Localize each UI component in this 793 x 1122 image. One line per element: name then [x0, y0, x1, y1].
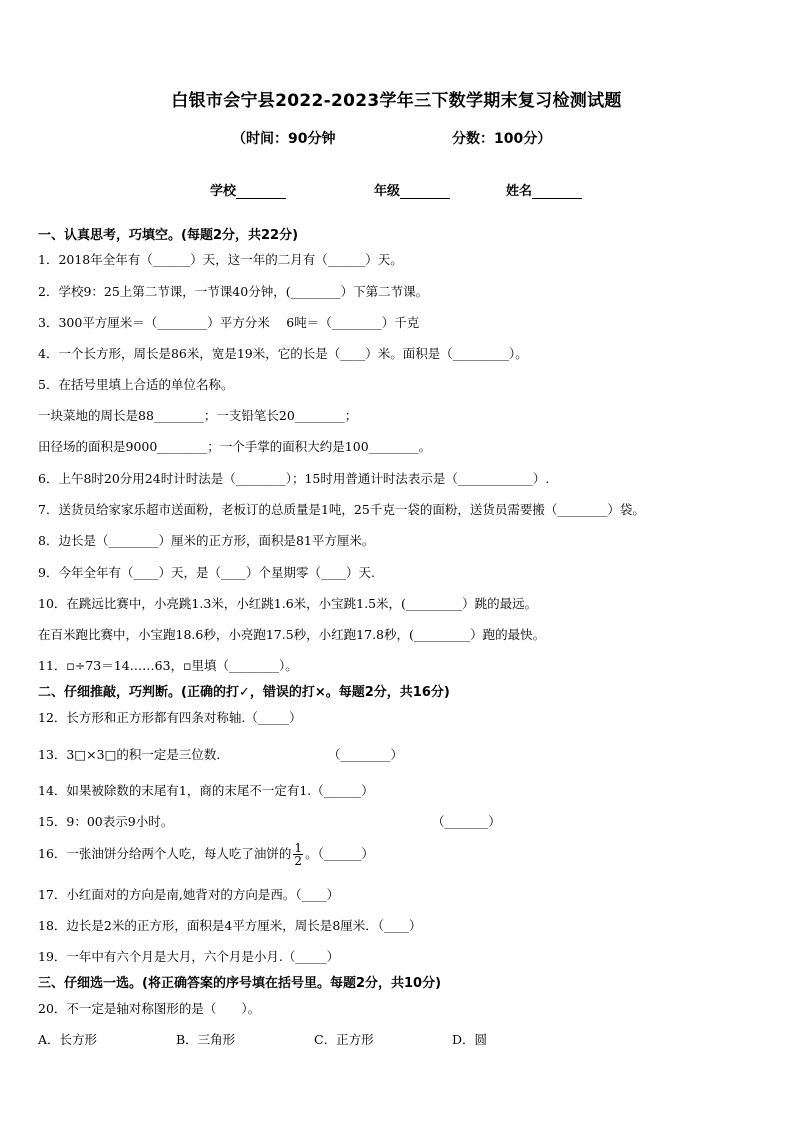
section-2-heading: 二、仔细推敲，巧判断。(正确的打✓，错误的打×。每题2分，共16分)	[38, 685, 450, 700]
question-8: 8．边长是（________）厘米的正方形，面积是81平方厘米。	[38, 533, 375, 548]
question-16	[38, 842, 374, 867]
grade-blank	[400, 184, 450, 199]
fraction-numerator: 1	[294, 841, 303, 855]
question-7: 7．送货员给家家乐超市送面粉，老板订的总质量是1吨，25千克一袋的面粉，送货员需要搬（________）袋。	[38, 502, 645, 517]
question-20: 20．不一定是轴对称图形的是（ ）。	[38, 1001, 261, 1016]
question-16-answer: 。（______）	[305, 846, 374, 861]
question-15: 15．9：00表示9小时。	[38, 814, 174, 829]
question-3: 3．300平方厘米＝（________）平方分米 6吨＝（________）千克	[38, 315, 420, 330]
question-6: 6．上午8时20分用24时计时法是（________）；15时用普通计时法表示是（____________）.	[38, 471, 550, 486]
option-a: A．长方形	[38, 1032, 98, 1047]
option-b: B．三角形	[176, 1032, 236, 1047]
question-4: 4．一个长方形，周长是86米，宽是19米，它的长是（____）米。面积是（_________）。	[38, 346, 528, 361]
school-label: 学校	[210, 184, 237, 199]
name-field	[506, 180, 582, 199]
grade-label: 年级	[374, 184, 401, 199]
question-17: 17．小红面对的方向是南,她背对的方向是西。（____）	[38, 887, 340, 902]
fraction-denominator: 2	[294, 854, 303, 868]
grade-field	[374, 180, 450, 199]
question-18: 18．边长是2米的正方形，面积是4平方厘米，周长是8厘米．（____）	[38, 918, 422, 933]
question-5: 5．在括号里填上合适的单位名称。	[38, 377, 234, 392]
question-15-answer: （_______）	[432, 814, 501, 829]
page-title: 白银市会宁县2022-2023学年三下数学期末复习检测试题	[171, 91, 622, 111]
school-field	[210, 180, 286, 199]
exam-time: （时间：90分钟	[232, 131, 336, 147]
question-14: 14．如果被除数的末尾有1，商的末尾不一定有1.（______）	[38, 783, 374, 798]
question-12: 12．长方形和正方形都有四条对称轴.（_____）	[38, 710, 302, 725]
question-5a: 一块菜地的周长是88________；一支铅笔长20________；	[38, 408, 358, 423]
question-10b: 在百米跑比赛中，小宝跑18.6秒，小亮跑17.5秒，小红跑17.8秒，(_________）跑的最快。	[38, 627, 546, 642]
section-1-heading: 一、认真思考，巧填空。(每题2分，共22分)	[38, 228, 299, 243]
question-2: 2．学校9：25上第二节课，一节课40分钟，(________）下第二节课。	[38, 284, 429, 299]
question-5b: 田径场的面积是9000________；一个手掌的面积大约是100________。	[38, 439, 432, 454]
option-c: C．正方形	[314, 1032, 374, 1047]
question-16-text: 16．一张油饼分给两个人吃，每人吃了油饼的	[38, 846, 292, 861]
question-11: 11．▫÷73＝14……63，▫里填（________）。	[38, 658, 298, 673]
question-13: 13．3□×3□的积一定是三位数．	[38, 747, 229, 762]
name-label: 姓名	[506, 184, 533, 199]
exam-score: 分数：100分）	[452, 131, 552, 147]
question-13-answer: （________）	[328, 747, 404, 762]
section-3-heading: 三、仔细选一选。(将正确答案的序号填在括号里。每题2分，共10分)	[38, 976, 442, 991]
fraction-one-half	[293, 842, 303, 867]
question-1: 1．2018年全年有（______）天，这一年的二月有（______）天。	[38, 252, 403, 267]
name-blank	[532, 184, 582, 199]
school-blank	[236, 184, 286, 199]
question-9: 9．今年全年有（____）天，是（____）个星期零（____）天.	[38, 565, 375, 580]
option-d: D．圆	[452, 1032, 488, 1047]
question-19: 19．一年中有六个月是大月，六个月是小月.（_____）	[38, 949, 340, 964]
question-10: 10．在跳远比赛中，小亮跳1.3米，小红跳1.6米，小宝跳1.5米，(_________）跳的最远。	[38, 596, 538, 611]
